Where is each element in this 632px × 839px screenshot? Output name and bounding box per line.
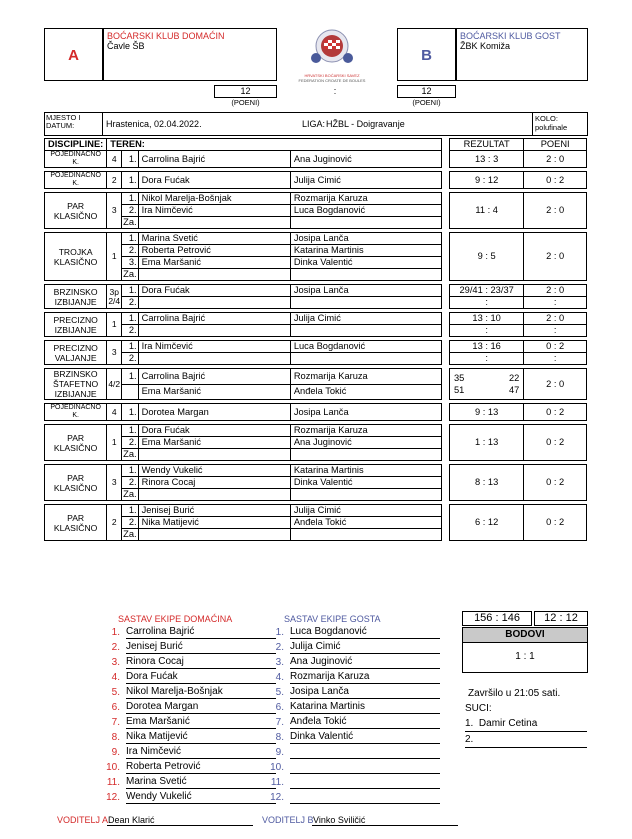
table-row	[45, 505, 587, 517]
home-player	[138, 529, 290, 541]
position: 1.	[122, 193, 138, 205]
table-row	[45, 193, 587, 205]
guest-player	[290, 449, 441, 461]
home-poeni-label: (POENI)	[231, 98, 260, 107]
finish-time: Završilo u 21:05 sati.	[468, 688, 561, 699]
roster-number: 7.	[275, 717, 284, 728]
points-colon: :	[333, 86, 337, 96]
roster-row	[264, 790, 440, 805]
home-player: Carrolina Bajrić	[138, 313, 290, 325]
home-player: Ema Maršanić	[138, 257, 290, 269]
roster-number: 12.	[270, 792, 284, 803]
table-row	[45, 353, 587, 365]
position: 2.	[122, 517, 138, 529]
result: :	[449, 297, 523, 309]
field-number: 3	[107, 193, 122, 229]
result: :	[449, 353, 523, 365]
relay-result	[449, 369, 523, 400]
judges-label: SUCI:	[465, 703, 492, 714]
roster-player-name: Dinka Valentić	[290, 730, 440, 744]
points: 0 : 2	[524, 505, 587, 541]
roster-player-name: Anđela Tokić	[290, 715, 440, 729]
home-player: Rinora Cocaj	[138, 477, 290, 489]
league-label: LIGA:	[302, 119, 326, 129]
home-player: Ema Maršanić	[138, 437, 290, 449]
result: :	[449, 325, 523, 337]
total-result: 156 : 146	[474, 612, 520, 624]
position: Za.	[123, 449, 137, 459]
roster-row	[264, 655, 440, 670]
bodovi-value: 1 : 1	[515, 651, 535, 662]
guest-player	[290, 217, 441, 229]
result: 6 : 12	[449, 505, 523, 541]
home-player	[138, 325, 290, 337]
discipline-name: POJEDINAČNO K.	[45, 151, 107, 168]
roster-player-name: Rozmarija Karuza	[290, 670, 440, 684]
discipline-name: BRZINSKO ŠTAFETNO IZBIJANJE	[45, 369, 107, 400]
roster-row	[264, 715, 440, 730]
field-number: 2	[107, 505, 122, 541]
roster-player-name: Julija Cimić	[290, 640, 440, 654]
field-number: 4	[107, 151, 122, 168]
result: 9 : 5	[449, 233, 523, 281]
guest-coach-name: Vinko Sviličić	[312, 815, 458, 826]
points: :	[524, 325, 587, 337]
position: 2.	[122, 325, 138, 337]
guest-club-box	[456, 28, 588, 81]
field-number: 3p 2/4	[107, 285, 122, 309]
roster-number: 9.	[275, 747, 284, 758]
roster-player-name: Ema Maršanić	[126, 715, 276, 729]
field-number: 1	[107, 233, 122, 281]
home-player: Carrolina Bajrić	[138, 369, 290, 385]
home-player	[138, 489, 290, 501]
home-club-label: BOĆARSKI KLUB DOMAĆIN	[107, 31, 225, 41]
logo-line2: FEDERATION CROATE DE BOULES	[298, 78, 366, 83]
place-value: Hrastenica, 02.04.2022.	[106, 119, 202, 129]
position: 1.	[122, 404, 138, 421]
roster-row	[100, 760, 276, 775]
discipline-name: PAR KLASIČNO	[45, 465, 107, 501]
guest-roster-title: SASTAV EKIPE GOSTA	[284, 614, 381, 624]
home-player: Roberta Petrović	[138, 245, 290, 257]
guest-player: Dinka Valentić	[290, 257, 441, 269]
guest-player: Katarina Martinis	[290, 465, 441, 477]
guest-player: Rozmarija Karuza	[290, 193, 441, 205]
table-row	[45, 325, 587, 337]
position: 2.	[122, 297, 138, 309]
table-row	[45, 341, 587, 353]
roster-number: 1.	[275, 627, 284, 638]
table-row	[45, 313, 587, 325]
roster-row	[264, 625, 440, 640]
guest-club-name: ŽBK Komiža	[460, 41, 511, 51]
result: 1 : 13	[449, 425, 523, 461]
roster-row	[100, 700, 276, 715]
roster-row	[264, 775, 440, 790]
guest-points: 12	[421, 86, 432, 96]
roster-row	[100, 685, 276, 700]
home-player: Ema Maršanić	[138, 384, 290, 400]
roster-player-name	[290, 760, 440, 774]
home-player: Nika Matijević	[138, 517, 290, 529]
result-header: REZULTAT	[449, 139, 523, 151]
position: Za.	[123, 269, 137, 279]
table-row	[45, 369, 587, 385]
points: 2 : 0	[524, 285, 587, 297]
home-points: 12	[240, 86, 251, 96]
position: 2.	[122, 477, 138, 489]
roster-number: 6.	[275, 702, 284, 713]
table-row	[45, 297, 587, 309]
roster-player-name: Nikol Marelja-Bošnjak	[126, 685, 276, 699]
federation-emblem-icon	[294, 28, 370, 68]
roster-player-name: Roberta Petrović	[126, 760, 276, 774]
points: 0 : 2	[524, 465, 587, 501]
roster-player-name: Wendy Vukelić	[126, 790, 276, 804]
position: 2.	[122, 205, 138, 217]
points: 2 : 0	[524, 313, 587, 325]
roster-number: 5.	[275, 687, 284, 698]
guest-letter: B	[421, 47, 432, 64]
roster-number: 5.	[111, 687, 120, 698]
position: 2.	[122, 245, 138, 257]
table-row	[45, 465, 587, 477]
guest-points-box	[397, 85, 456, 98]
result: 29/41 : 23/37	[449, 285, 523, 297]
guest-player	[290, 297, 441, 309]
roster-row	[100, 640, 276, 655]
points: 0 : 2	[524, 341, 587, 353]
discipline-name: PRECIZNO IZBIJANJE	[45, 313, 107, 337]
roster-number: 8.	[275, 732, 284, 743]
result: 13 : 10	[449, 313, 523, 325]
roster-number: 8.	[111, 732, 120, 743]
roster-player-name: Ira Nimčević	[126, 745, 276, 759]
home-player: Ira Nimčević	[138, 205, 290, 217]
roster-row	[264, 685, 440, 700]
home-player	[138, 297, 290, 309]
discipline-name: POJEDINAČNO K.	[45, 172, 107, 189]
roster-number: 2.	[111, 642, 120, 653]
roster-player-name: Dora Fućak	[126, 670, 276, 684]
roster-row	[264, 670, 440, 685]
points-header: POENI	[524, 139, 587, 151]
total-points: 12 : 12	[544, 612, 578, 624]
result: 9 : 13	[449, 404, 523, 421]
round-label: KOLO:	[535, 114, 558, 123]
home-player: Dora Fućak	[138, 172, 290, 189]
table-row	[45, 285, 587, 297]
points: 0 : 2	[524, 425, 587, 461]
judge-1: 1. Damir Cetina	[465, 718, 587, 732]
guest-player: Anđela Tokić	[290, 384, 441, 400]
home-club-box	[103, 28, 277, 81]
points: 2 : 0	[524, 233, 587, 281]
table-row	[45, 172, 587, 189]
roster-number: 11.	[106, 777, 120, 788]
home-player: Marina Svetić	[138, 233, 290, 245]
roster-number: 4.	[275, 672, 284, 683]
position: 1.	[122, 233, 138, 245]
field-number: 1	[107, 425, 122, 461]
federation-logo	[294, 28, 370, 82]
roster-player-name: Nika Matijević	[126, 730, 276, 744]
roster-row	[264, 760, 440, 775]
place-label: MJESTO I DATUM:	[46, 113, 81, 130]
table-row	[45, 233, 587, 245]
points: 0 : 2	[524, 172, 587, 189]
home-letter-box	[44, 28, 103, 81]
position: 1.	[122, 313, 138, 325]
home-player: Dora Fućak	[138, 285, 290, 297]
home-player	[138, 353, 290, 365]
roster-player-name: Carrolina Bajrić	[126, 625, 276, 639]
guest-player: Josipa Lanča	[290, 285, 441, 297]
home-player: Nikol Marelja-Bošnjak	[138, 193, 290, 205]
field-number: 3	[107, 341, 122, 365]
table-row	[45, 151, 587, 168]
guest-player: Josipa Lanča	[290, 404, 441, 421]
guest-player	[290, 529, 441, 541]
discipline-name: BRZINSKO IZBIJANJE	[45, 285, 107, 309]
discipline-name: TROJKA KLASIČNO	[45, 233, 107, 281]
roster-row	[100, 745, 276, 760]
guest-player: Ana Juginović	[290, 437, 441, 449]
bodovi-box	[462, 627, 588, 673]
guest-player	[290, 269, 441, 281]
total-points-box	[534, 611, 588, 626]
guest-player: Rozmarija Karuza	[290, 369, 441, 385]
logo-line1: HRVATSKI BOĆARSKI SAVEZ	[304, 73, 360, 78]
position: 1.	[122, 172, 138, 189]
home-roster	[100, 625, 276, 805]
relay-home: 51	[453, 385, 465, 395]
position: 1.	[122, 425, 138, 437]
roster-player-name: Jenisej Burić	[126, 640, 276, 654]
guest-roster	[264, 625, 440, 805]
roster-player-name: Luca Bogdanović	[290, 625, 440, 639]
result: 13 : 3	[449, 151, 523, 168]
judge-2: 2.	[465, 734, 587, 748]
table-header-row	[45, 139, 587, 151]
position: 2.	[122, 353, 138, 365]
home-roster-title: SASTAV EKIPE DOMAĆINA	[118, 614, 233, 624]
discipline-name: PAR KLASIČNO	[45, 505, 107, 541]
guest-player: Anđela Tokić	[290, 517, 441, 529]
home-player	[138, 449, 290, 461]
field-number: 4/2	[107, 369, 122, 400]
roster-row	[100, 670, 276, 685]
guest-player: Rozmarija Karuza	[290, 425, 441, 437]
roster-number: 6.	[111, 702, 120, 713]
roster-row	[264, 730, 440, 745]
relay-home: 35	[453, 373, 465, 383]
position	[122, 384, 138, 400]
field-header: TEREN:	[107, 139, 291, 151]
field-number: 4	[107, 404, 122, 421]
guest-player	[290, 325, 441, 337]
position: 2.	[122, 437, 138, 449]
roster-number: 10.	[106, 762, 120, 773]
roster-player-name: Ana Juginović	[290, 655, 440, 669]
total-result-box	[462, 611, 532, 626]
guest-player: Ana Juginović	[290, 151, 441, 168]
home-coach-name: Dean Klarić	[107, 815, 253, 826]
position: 1.	[122, 369, 138, 385]
guest-player	[290, 489, 441, 501]
roster-number: 11.	[270, 777, 284, 788]
roster-row	[264, 745, 440, 760]
guest-player: Luca Bogdanović	[290, 341, 441, 353]
home-player: Dorotea Margan	[138, 404, 290, 421]
home-coach-label: VODITELJ A	[57, 815, 109, 825]
position: 1.	[122, 505, 138, 517]
guest-poeni-label: (POENI)	[412, 98, 441, 107]
home-player	[138, 269, 290, 281]
result: 13 : 16	[449, 341, 523, 353]
position: Za.	[123, 489, 137, 499]
bodovi-label: BODOVI	[463, 628, 587, 643]
roster-row	[100, 655, 276, 670]
field-number: 3	[107, 465, 122, 501]
roster-number: 3.	[275, 657, 284, 668]
guest-player: Josipa Lanča	[290, 233, 441, 245]
points: :	[524, 353, 587, 365]
relay-guest: 47	[508, 385, 520, 395]
roster-player-name: Katarina Martinis	[290, 700, 440, 714]
points: 2 : 0	[524, 369, 587, 400]
guest-player: Julija Cimić	[290, 313, 441, 325]
roster-row	[100, 625, 276, 640]
result: 11 : 4	[449, 193, 523, 229]
position: Za.	[123, 529, 137, 539]
home-player: Ira Nimčević	[138, 341, 290, 353]
discipline-name: POJEDINAČNO K.	[45, 404, 107, 421]
home-player: Carrolina Bajrić	[138, 151, 290, 168]
roster-player-name: Dorotea Margan	[126, 700, 276, 714]
field-number: 1	[107, 313, 122, 337]
home-letter: A	[68, 47, 79, 64]
roster-number: 2.	[275, 642, 284, 653]
roster-player-name: Rinora Cocaj	[126, 655, 276, 669]
roster-player-name	[290, 745, 440, 759]
league-value: HŽBL - Doigravanje	[326, 119, 405, 129]
relay-guest: 22	[508, 373, 520, 383]
table-row	[45, 404, 587, 421]
guest-player	[290, 353, 441, 365]
roster-row	[100, 715, 276, 730]
roster-row	[264, 700, 440, 715]
position: 1.	[122, 341, 138, 353]
position: 1.	[122, 151, 138, 168]
round-value: polufinale	[535, 123, 568, 132]
position: Za.	[123, 217, 137, 227]
match-table	[44, 138, 587, 541]
guest-player: Luca Bogdanović	[290, 205, 441, 217]
home-points-box	[214, 85, 277, 98]
home-club-name: Čavle ŠB	[107, 41, 145, 51]
roster-number: 4.	[111, 672, 120, 683]
home-player: Jenisej Burić	[138, 505, 290, 517]
points: 0 : 2	[524, 404, 587, 421]
roster-row	[100, 775, 276, 790]
roster-row	[100, 730, 276, 745]
position: 3.	[122, 257, 138, 269]
guest-coach-label: VODITELJ B	[262, 815, 314, 825]
roster-number: 12.	[106, 792, 120, 803]
disciplines-header: DISCIPLINE:	[45, 139, 107, 151]
guest-letter-box	[397, 28, 456, 81]
guest-player: Julija Cimić	[290, 505, 441, 517]
roster-number: 9.	[111, 747, 120, 758]
roster-player-name	[290, 775, 440, 789]
guest-club-label: BOĆARSKI KLUB GOST	[460, 31, 561, 41]
result: 9 : 12	[449, 172, 523, 189]
roster-number: 7.	[111, 717, 120, 728]
field-number: 2	[107, 172, 122, 189]
discipline-name: PAR KLASIČNO	[45, 425, 107, 461]
roster-player-name	[290, 790, 440, 804]
roster-player-name: Josipa Lanča	[290, 685, 440, 699]
points: 2 : 0	[524, 151, 587, 168]
judge-1-name: Damir Cetina	[478, 718, 538, 729]
roster-row	[264, 640, 440, 655]
roster-row	[100, 790, 276, 805]
guest-player: Katarina Martinis	[290, 245, 441, 257]
home-player	[138, 217, 290, 229]
discipline-name: PRECIZNO VALJANJE	[45, 341, 107, 365]
roster-player-name: Marina Svetić	[126, 775, 276, 789]
table-row	[45, 425, 587, 437]
home-player: Wendy Vukelić	[138, 465, 290, 477]
home-player: Dora Fućak	[138, 425, 290, 437]
result: 8 : 13	[449, 465, 523, 501]
roster-number: 1.	[111, 627, 120, 638]
roster-number: 10.	[270, 762, 284, 773]
roster-number: 3.	[111, 657, 120, 668]
position: 1.	[122, 285, 138, 297]
guest-player: Dinka Valentić	[290, 477, 441, 489]
points: :	[524, 297, 587, 309]
discipline-name: PAR KLASIČNO	[45, 193, 107, 229]
guest-player: Julija Cimić	[290, 172, 441, 189]
position: 1.	[122, 465, 138, 477]
points: 2 : 0	[524, 193, 587, 229]
